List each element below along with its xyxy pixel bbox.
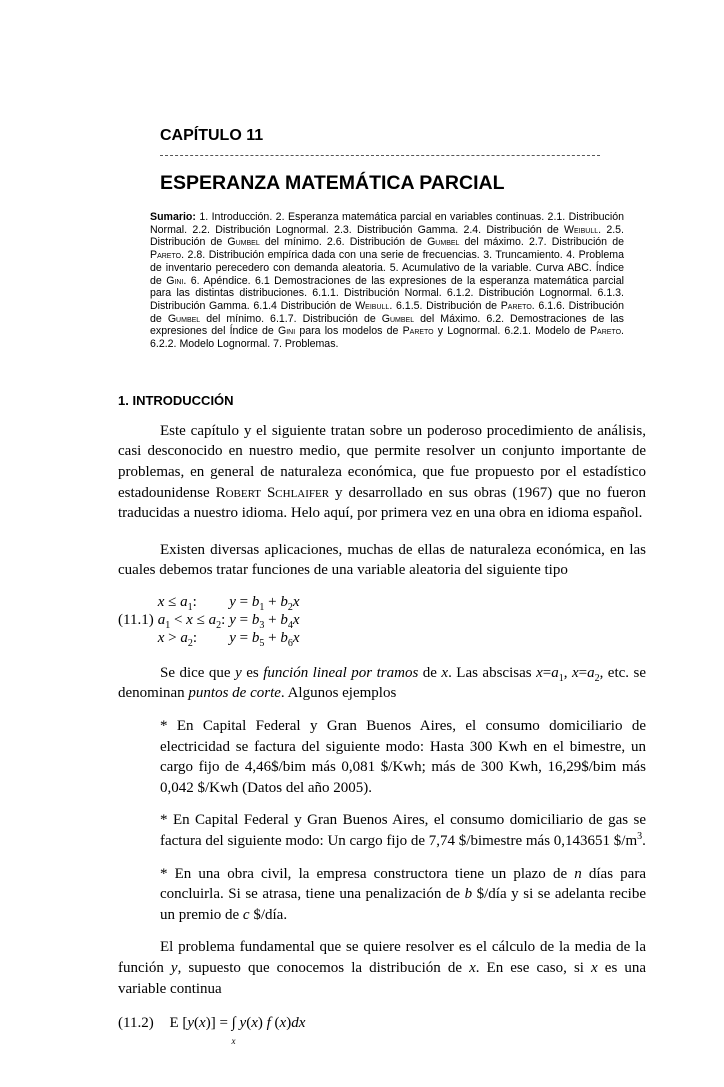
- text-run: Existen diversas aplicaciones, muchas de ellas de naturaleza económica, en las cuales debemos tratar funciones de una variable aleatoria del siguiente tipo: [118, 541, 646, 579]
- text-run: Gini: [277, 325, 296, 338]
- text-run: x: [157, 629, 165, 646]
- text-run: y Lognormal. 6.2.1. Modelo de: [433, 325, 590, 338]
- text-run: $/día y si se adelanta recibe un premio de: [160, 886, 646, 923]
- text-run: x: [251, 1015, 258, 1032]
- text-run: :: [192, 629, 197, 646]
- text-run: (: [270, 1015, 280, 1032]
- equation-label: (11.2): [118, 1015, 154, 1032]
- text-run: es una variable continua: [118, 960, 647, 997]
- text-run: x: [536, 664, 543, 681]
- chapter-label: CAPÍTULO 11: [160, 127, 264, 144]
- text-run: * En una obra civil, la empresa constructora tiene un plazo de: [160, 865, 575, 882]
- summary: [150, 211, 624, 351]
- text-run: . 2.8. Distribución empírica dada con una serie de frecuencias. 3. Truncamiento. 4. Problema de inventario perecedero con demanda aleatoria. 5. Acumulativo de la variable. Curva ABC. Índice de: [150, 249, 624, 287]
- text-run: x: [469, 960, 476, 977]
- text-run: b: [280, 593, 288, 610]
- text-run: 2: [187, 637, 193, 649]
- text-run: a: [180, 629, 188, 646]
- text-run: x: [292, 611, 300, 628]
- text-run: . 6. Apéndice. 6.1 Demostraciones de las expresiones de la esperanza matemática parcial para las distintas distribuciones. 6.1.1. Distribución Normal. 6.1.2. Distribución Lognormal. 6.1.3. Distribución Gamma. 6.1.4 Distribución de: [150, 274, 624, 312]
- text-run: b: [280, 629, 288, 646]
- text-run: puntos de corte: [188, 685, 281, 702]
- eq-expression: [229, 593, 303, 611]
- text-run: Pareto: [402, 325, 434, 338]
- text-run: es: [241, 664, 264, 681]
- text-run: .: [642, 833, 646, 850]
- text-run: b: [251, 629, 260, 646]
- equation-label: (11.1): [118, 611, 154, 628]
- text-run: ): [286, 1015, 292, 1032]
- example-gas: [118, 810, 646, 851]
- text-run: de: [418, 664, 442, 681]
- text-run: x: [571, 664, 579, 681]
- text-run: Pareto: [150, 249, 182, 262]
- text-run: dx: [291, 1015, 306, 1032]
- text-run: . 6.1.6. Distribución de: [150, 299, 624, 325]
- eq-expression: [229, 611, 303, 629]
- paragraph-intro: [118, 421, 646, 524]
- text-run: $/día.: [249, 906, 288, 923]
- text-run: =: [542, 664, 552, 681]
- text-run: 1. Introducción. 2. Esperanza matemática parcial en variables continuas. 2.1. Distribución Normal. 2.2. Distribución Lognormal. 2.3. Distribución Gamma. 2.4. Distribución de: [150, 211, 624, 236]
- text-run: ,: [563, 664, 572, 681]
- text-run: b: [251, 611, 260, 628]
- eq-condition: [158, 629, 230, 647]
- text-run: Pareto: [500, 299, 532, 312]
- text-run: =: [235, 593, 252, 610]
- text-run: =: [578, 664, 588, 681]
- text-run: x: [591, 960, 598, 977]
- text-run: Gumbel: [167, 312, 201, 325]
- text-run: Este capítulo y el siguiente tratan sobre un poderoso procedimiento de análisis, casi desconocido en nuestro medio, que permite resolver un conjunto importante de problemas, en general de naturaleza económica, que fue propuesto por el estadístico estadounidense: [118, 422, 646, 501]
- text-run: E [: [169, 1015, 188, 1032]
- text-run: 1: [558, 672, 564, 684]
- text-run: b: [251, 593, 260, 610]
- text-run: a: [180, 593, 188, 610]
- text-run: x: [441, 664, 449, 681]
- text-run: x: [199, 1015, 206, 1032]
- text-run: 3: [259, 619, 265, 631]
- text-run: Robert Schlaifer: [215, 484, 330, 501]
- text-run: del mínimo. 6.1.7. Distribución de: [200, 312, 382, 325]
- text-run: . 6.2.2. Modelo Lognormal. 7. Problemas.: [150, 325, 624, 351]
- text-run: +: [264, 593, 281, 610]
- text-run: , supuesto que conocemos la distribución de: [177, 960, 470, 977]
- text-run: . 2.5. Distribución de: [150, 223, 624, 249]
- text-run: b: [464, 886, 473, 903]
- text-run: Weibull: [355, 299, 390, 312]
- text-run: , etc. se denominan: [118, 664, 647, 702]
- eq-expression: [169, 1015, 305, 1031]
- text-run: (: [194, 1015, 200, 1032]
- text-run: y: [229, 629, 236, 646]
- text-run: x: [292, 629, 300, 646]
- text-run: del Máximo. 6.2. Demostraciones de las expresiones del Índice de: [150, 312, 624, 338]
- text-run: y: [235, 664, 242, 681]
- text-run: y: [229, 593, 236, 610]
- text-run: del máximo. 2.7. Distribución de: [459, 236, 624, 249]
- text-run: x: [279, 1015, 287, 1032]
- text-run: f: [266, 1015, 271, 1032]
- text-run: a: [587, 664, 595, 681]
- text-run: 1: [165, 619, 171, 631]
- equation-11-1: [118, 593, 304, 647]
- text-run: . Algunos ejemplos: [280, 685, 397, 702]
- text-run: 3: [637, 831, 643, 843]
- text-run: x: [157, 593, 165, 610]
- text-run: Gumbel: [227, 236, 260, 249]
- text-run: . 6.1.5. Distribución de: [389, 299, 501, 312]
- paragraph-problem: [118, 937, 646, 999]
- equation-11-2: [118, 1013, 646, 1047]
- text-run: :: [192, 593, 197, 610]
- text-run: Weibull: [564, 223, 599, 236]
- text-run: Sumario:: [150, 211, 196, 223]
- text-run: n: [574, 865, 582, 882]
- chapter-divider: [160, 155, 600, 156]
- text-run: 2: [287, 601, 293, 613]
- eq-expression: [229, 629, 303, 647]
- text-run: (: [246, 1015, 252, 1032]
- eq-condition: [158, 593, 230, 611]
- text-run: =: [235, 611, 252, 628]
- text-run: días para concluirla. Si se atrasa, tiene una penalización de: [160, 865, 646, 903]
- text-run: +: [264, 611, 281, 628]
- text-run: Gumbel: [381, 312, 415, 325]
- text-run: =: [235, 629, 252, 646]
- text-run: )] = ∫: [205, 1015, 240, 1032]
- integral-lower-limit: x: [231, 1036, 236, 1047]
- text-run: 4: [287, 619, 293, 631]
- text-run: 2: [216, 619, 222, 631]
- text-run: x: [292, 593, 300, 610]
- paragraph-applications: [118, 540, 646, 581]
- text-run: 1: [259, 601, 265, 613]
- text-run: y desarrollado en sus obras (1967) que no fueron traducidas a nuestro idioma. Helo aquí, por primera vez en una obra en idioma español.: [118, 484, 646, 522]
- text-run: Se dice que: [160, 664, 236, 681]
- example-electricity: [118, 716, 646, 798]
- text-run: a: [208, 611, 217, 628]
- text-run: >: [164, 629, 181, 646]
- text-run: ≤: [164, 593, 181, 610]
- text-run: x: [186, 611, 193, 628]
- section-heading: 1. INTRODUCCIÓN: [118, 392, 234, 408]
- text-run: * En Capital Federal y Gran Buenos Aires, el consumo domiciliario de gas se factura del siguiente modo: Un cargo fijo de 7,74 $/bimestre más 0,143651 $/m: [160, 812, 646, 850]
- text-run: y: [239, 1015, 247, 1032]
- text-run: 5: [259, 637, 265, 649]
- text-run: Gini: [166, 274, 184, 287]
- example-construction: [118, 864, 646, 926]
- text-run: * En Capital Federal y Gran Buenos Aires, el consumo domiciliario de electricidad se factura del siguiente modo: Hasta 300 Kwh en el bimestre, un cargo fijo de 4,46$/bim más 0,081 $/Kwh; más de 300 Kwh, 16,29$/bim más 0,042 $/Kwh (Datos del año 2005).: [160, 718, 646, 796]
- text-run: y: [187, 1015, 195, 1032]
- text-run: 1: [187, 601, 193, 613]
- text-run: c: [242, 906, 250, 923]
- text-run: ): [257, 1015, 267, 1032]
- text-run: Gumbel: [427, 236, 460, 249]
- paragraph-definition: [118, 663, 646, 704]
- eq-condition: [158, 611, 230, 629]
- chapter-title: ESPERANZA MATEMÁTICA PARCIAL: [160, 172, 505, 194]
- text-run: +: [264, 629, 281, 646]
- text-run: función lineal por tramos: [263, 664, 419, 681]
- text-run: b: [280, 611, 288, 628]
- text-run: 6: [287, 637, 293, 649]
- text-run: y: [170, 960, 178, 977]
- eq-integral: [169, 1013, 305, 1047]
- text-run: a: [551, 664, 559, 681]
- text-run: 2: [594, 672, 600, 684]
- text-run: del mínimo. 2.6. Distribución de: [259, 236, 428, 249]
- text-run: :: [221, 611, 226, 628]
- text-run: y: [229, 611, 236, 628]
- text-run: para los modelos de: [295, 325, 403, 338]
- text-run: <: [170, 611, 187, 628]
- text-run: . Las abscisas: [448, 664, 537, 681]
- text-run: a: [157, 611, 166, 628]
- text-run: El problema fundamental que se quiere resolver es el cálculo de la media de la función: [118, 939, 646, 977]
- text-run: Pareto: [589, 325, 622, 338]
- text-run: . En ese caso, si: [475, 960, 592, 977]
- text-run: ≤: [192, 611, 209, 628]
